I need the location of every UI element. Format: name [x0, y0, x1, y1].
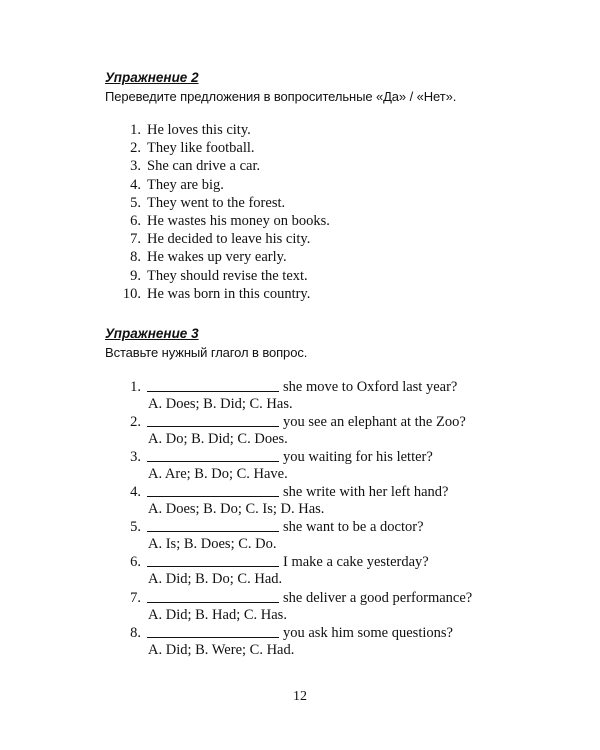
- exercise-2-header: [105, 70, 456, 105]
- item-number: 3.: [130, 158, 141, 175]
- question-text: she move to Oxford last year?: [283, 379, 458, 395]
- list-item: [105, 212, 330, 230]
- answer-blank[interactable]: [147, 589, 279, 603]
- item-number: 9.: [130, 267, 141, 284]
- question-options: A. Do; B. Did; C. Does.: [148, 431, 288, 448]
- answer-blank[interactable]: [147, 483, 279, 497]
- list-item: [105, 285, 330, 303]
- question-number: 8.: [130, 624, 141, 641]
- question-item: [105, 589, 472, 624]
- item-number: 7.: [130, 231, 141, 248]
- exercise-3-instruction: Вставьте нужный глагол в вопрос.: [105, 345, 308, 360]
- question-item: [105, 483, 472, 518]
- item-text: They should revise the text.: [147, 267, 308, 284]
- item-number: 2.: [130, 140, 141, 157]
- question-text: she want to be a doctor?: [283, 519, 424, 536]
- list-item: [105, 176, 330, 194]
- question-options: A. Did; B. Were; C. Had.: [148, 641, 295, 658]
- question-number: 5.: [130, 519, 141, 536]
- question-options: A. Does; B. Did; C. Has.: [148, 396, 293, 412]
- question-options: A. Does; B. Do; C. Is; D. Has.: [148, 501, 325, 518]
- question-number: 6.: [130, 554, 141, 571]
- exercise-2-list: [105, 121, 330, 303]
- item-text: She can drive a car.: [147, 158, 261, 175]
- question-text: she deliver a good performance?: [283, 589, 473, 606]
- item-text: He decided to leave his city.: [147, 231, 311, 248]
- list-item: [105, 230, 330, 248]
- question-options: A. Did; B. Do; C. Had.: [148, 571, 283, 588]
- item-number: 8.: [130, 249, 141, 266]
- exercise-2-title: Упражнение 2: [105, 70, 199, 85]
- exercise-3-header: [105, 326, 307, 361]
- question-text: I make a cake yesterday?: [283, 554, 429, 571]
- question-number: 7.: [130, 589, 141, 606]
- answer-blank[interactable]: [147, 378, 279, 392]
- answer-blank[interactable]: [147, 518, 279, 532]
- question-number: 2.: [130, 414, 141, 431]
- question-item: [105, 378, 472, 413]
- exercise-3-title: Упражнение 3: [105, 326, 199, 341]
- question-item: [105, 413, 472, 448]
- exercise-2-instruction: Переведите предложения в вопросительные «Да» / «Нет».: [105, 89, 457, 104]
- answer-blank[interactable]: [147, 553, 279, 567]
- question-text: you waiting for his letter?: [283, 449, 433, 466]
- list-item: [105, 121, 330, 139]
- list-item: [105, 139, 330, 157]
- item-text: They went to the forest.: [147, 194, 286, 211]
- list-item: [105, 267, 330, 285]
- item-text: They are big.: [147, 176, 224, 193]
- question-number: 1.: [130, 379, 141, 395]
- item-text: He was born in this country.: [147, 285, 311, 302]
- question-number: 4.: [130, 484, 141, 501]
- page-number: 12: [293, 689, 307, 704]
- list-item: [105, 248, 330, 266]
- question-text: you ask him some questions?: [283, 624, 453, 641]
- question-text: she write with her left hand?: [283, 484, 449, 501]
- item-text: He wakes up very early.: [147, 249, 287, 266]
- question-item: [105, 624, 472, 659]
- answer-blank[interactable]: [147, 413, 279, 427]
- item-text: They like football.: [147, 140, 255, 157]
- answer-blank[interactable]: [147, 624, 279, 638]
- item-text: He loves this city.: [147, 122, 251, 138]
- list-item: [105, 157, 330, 175]
- item-number: 4.: [130, 176, 141, 193]
- item-text: He wastes his money on books.: [147, 212, 330, 229]
- question-item: [105, 448, 472, 483]
- list-item: [105, 194, 330, 212]
- exercise-3-list: [105, 378, 472, 659]
- answer-blank[interactable]: [147, 448, 279, 462]
- question-options: A. Are; B. Do; C. Have.: [148, 466, 288, 483]
- question-text: you see an elephant at the Zoo?: [283, 414, 466, 431]
- item-number: 10.: [122, 285, 141, 302]
- item-number: 1.: [130, 122, 141, 138]
- question-options: A. Did; B. Had; C. Has.: [148, 606, 287, 623]
- question-number: 3.: [130, 449, 141, 466]
- item-number: 5.: [130, 194, 141, 211]
- question-item: [105, 518, 472, 553]
- item-number: 6.: [130, 212, 141, 229]
- question-item: [105, 553, 472, 588]
- question-options: A. Is; B. Does; C. Do.: [148, 536, 277, 553]
